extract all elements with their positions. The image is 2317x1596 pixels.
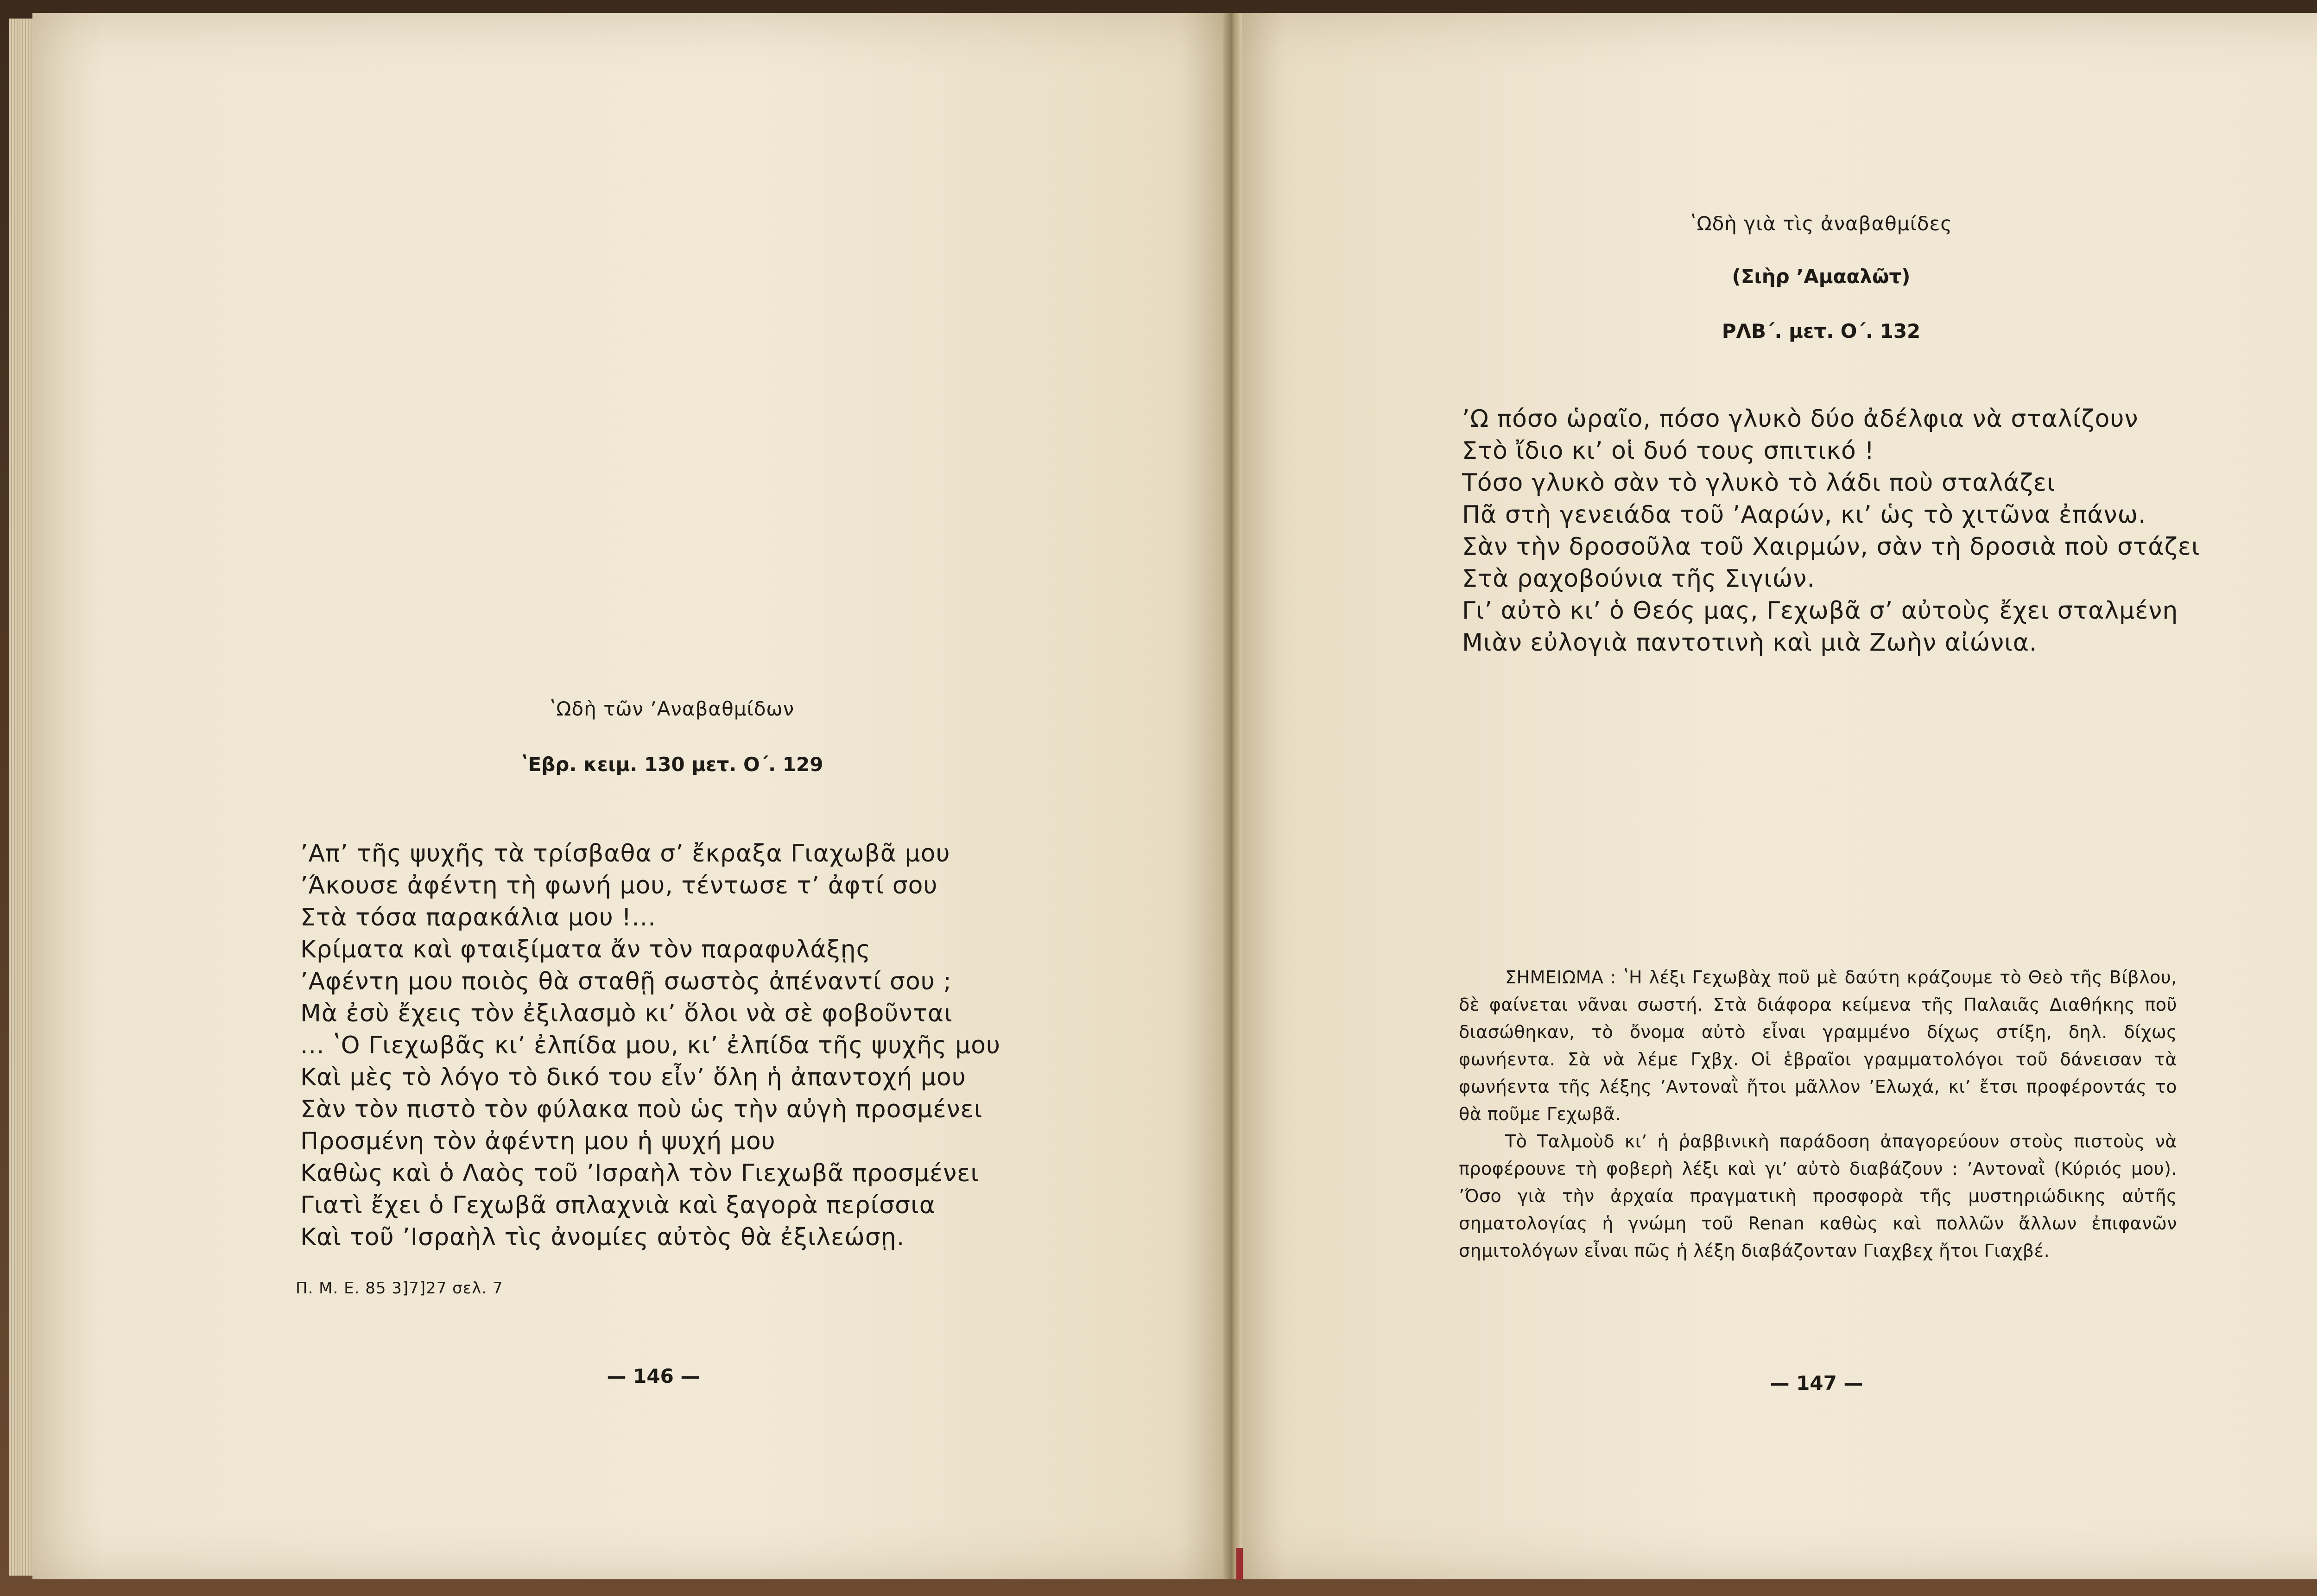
right-subheading-2: ΡΛΒ΄. μετ. Ο΄. 132	[1722, 320, 1921, 342]
left-subheading: ʽΕβρ. κειμ. 130 μετ. Ο΄. 129	[520, 753, 823, 776]
right-page-number: — 147 —	[1770, 1372, 1863, 1394]
book-gutter	[1223, 13, 1242, 1579]
poem-line: Μὰ ἐσὺ ἔχεις τὸν ἐξιλασμὸ κιʼ ὅλοι νὰ σὲ φοβοῦνται	[300, 1000, 953, 1027]
right-heading: ʽΩδὴ γιὰ τὶς ἀναβαθμίδες	[1690, 212, 1952, 235]
poem-line: Στὰ τόσα παρακάλια μου !...	[300, 904, 656, 931]
poem-line: Σὰν τὸν πιστὸ τὸν φύλακα ποὺ ὡς τὴν αὐγὴ προσμένει	[300, 1096, 983, 1123]
left-heading: ʽΩδὴ τῶν ʼΑναβαθμίδων	[549, 697, 795, 720]
poem-line: Καὶ τοῦ ʼΙσραὴλ τὶς ἀνομίες αὐτὸς θὰ ἐξιλεώσῃ.	[300, 1223, 905, 1251]
poem-line: Τόσο γλυκὸ σὰν τὸ γλυκὸ τὸ λάδι ποὺ σταλάζει	[1462, 469, 2056, 497]
poem-line: ... ʽΟ Γιεχωβᾶς κιʼ ἐλπίδα μου, κιʼ ἐλπίδα τῆς ψυχῆς μου	[300, 1032, 1001, 1059]
left-reference: Π. Μ. Ε. 85 3]7]27 σελ. 7	[296, 1279, 503, 1298]
left-poem	[300, 838, 1065, 1254]
poem-line: Καθὼς καὶ ὁ Λαὸς τοῦ ʼΙσραὴλ τὸν Γιεχωβᾶ προσμένει	[300, 1159, 979, 1187]
right-page	[1235, 13, 2317, 1579]
poem-line: Μιὰν εὐλογιὰ παντοτινὴ καὶ μιὰ Ζωὴν αἰώνια.	[1462, 629, 2038, 657]
poem-line: Πᾶ στὴ γενειάδα τοῦ ʼΑαρών, κιʼ ὡς τὸ χιτῶνα ἐπάνω.	[1462, 501, 2146, 529]
note-paragraph: Τὸ Ταλμοὺδ κιʼ ἡ ῥαββινικὴ παράδοση ἀπαγορεύουν στοὺς πιστοὺς νὰ προφέρουνε τὴ φοβερὴ λέξι καὶ γιʼ αὐτὸ διαβάζουν : ʼΑντοναῒ (Κύριός μου). ʼΌσο γιὰ τὴν ἀρχαία πραγματικὴ προσφορὰ τῆς μυστηριώδικης αὐτῆς σηματολογίας ἡ γνώμη τοῦ Renan καθὼς καὶ πολλῶν ἄλλων ἐπιφανῶν σημιτολόγων εἶναι πῶς ἡ λέξη διαβάζονταν Γιαχβεχ ἤτοι Γιαχβέ.	[1459, 1131, 2177, 1261]
left-page-number: — 146 —	[607, 1365, 700, 1387]
left-page	[32, 13, 1228, 1579]
page-stack-left	[9, 19, 33, 1576]
poem-line: Γιατὶ ἔχει ὁ Γεχωβᾶ σπλαχνιὰ καὶ ξαγορὰ περίσσια	[300, 1191, 936, 1219]
poem-line: Κρίματα καὶ φταιξίματα ἄν τὸν παραφυλάξῃς	[300, 936, 871, 963]
poem-line: Στὰ ραχοβούνια τῆς Σιγιών.	[1462, 565, 1815, 593]
right-poem	[1462, 403, 2227, 659]
poem-line: Προσμένη τὸν ἀφέντη μου ἡ ψυχή μου	[300, 1127, 776, 1155]
poem-line: Σὰν τὴν δροσοῦλα τοῦ Χαιρμών, σὰν τὴ δροσιὰ ποὺ στάζει	[1462, 533, 2200, 561]
right-subheading: (Σιὴρ ʼΑμααλῶτ)	[1732, 265, 1911, 288]
poem-line: ʼΆκουσε ἀφέντη τὴ φωνή μου, τέντωσε τʼ ἀφτί σου	[300, 872, 938, 899]
note-paragraph: ΣΗΜΕΙΩΜΑ : ʽΗ λέξι Γεχωβὰχ ποῦ μὲ δαύτη κράζουμε τὸ Θεὸ τῆς Βίβλου, δὲ φαίνεται νᾶναι σωστή. Στὰ διάφορα κείμενα τῆς Παλαιᾶς Διαθήκης ποῦ διασώθηκαν, τὸ ὄνομα αὐτὸ εἶναι γραμμένο δίχως στίξη, δηλ. δίχως φωνήεντα. Σὰ νὰ λέμε Γχβχ. Οἱ ἑβραῖοι γραμματολόγοι τοῦ δάνεισαν τὰ φωνήεντα τῆς λέξης ʼΑντοναῒ ἤτοι μᾶλλον ʼΕλωχά, κιʼ ἔτσι προφέροντάς το θὰ ποῦμε Γεχωβᾶ.	[1459, 967, 2177, 1124]
editorial-note	[1459, 964, 2177, 1265]
poem-line: Γιʼ αὐτὸ κιʼ ὁ Θεός μας, Γεχωβᾶ σʼ αὐτοὺς ἔχει σταλμένη	[1462, 597, 2178, 625]
spine-ribbon	[1236, 1548, 1243, 1580]
poem-line: ʼΑπʼ τῆς ψυχῆς τὰ τρίσβαθα σʼ ἔκραξα Γιαχωβᾶ μου	[300, 840, 950, 868]
poem-line: Στὸ ἴδιο κιʼ οἱ δυό τους σπιτικό !	[1462, 437, 1875, 465]
poem-line: ʼΑφέντη μου ποιὸς θὰ σταθῇ σωστὸς ἀπέναντί σου ;	[300, 968, 952, 995]
poem-line: Καὶ μὲς τὸ λόγο τὸ δικό του εἶνʼ ὅλη ἡ ἀπαντοχή μου	[300, 1064, 966, 1091]
poem-line: ʼΩ πόσο ὡραῖο, πόσο γλυκὸ δύο ἀδέλφια νὰ σταλίζουν	[1462, 405, 2139, 433]
